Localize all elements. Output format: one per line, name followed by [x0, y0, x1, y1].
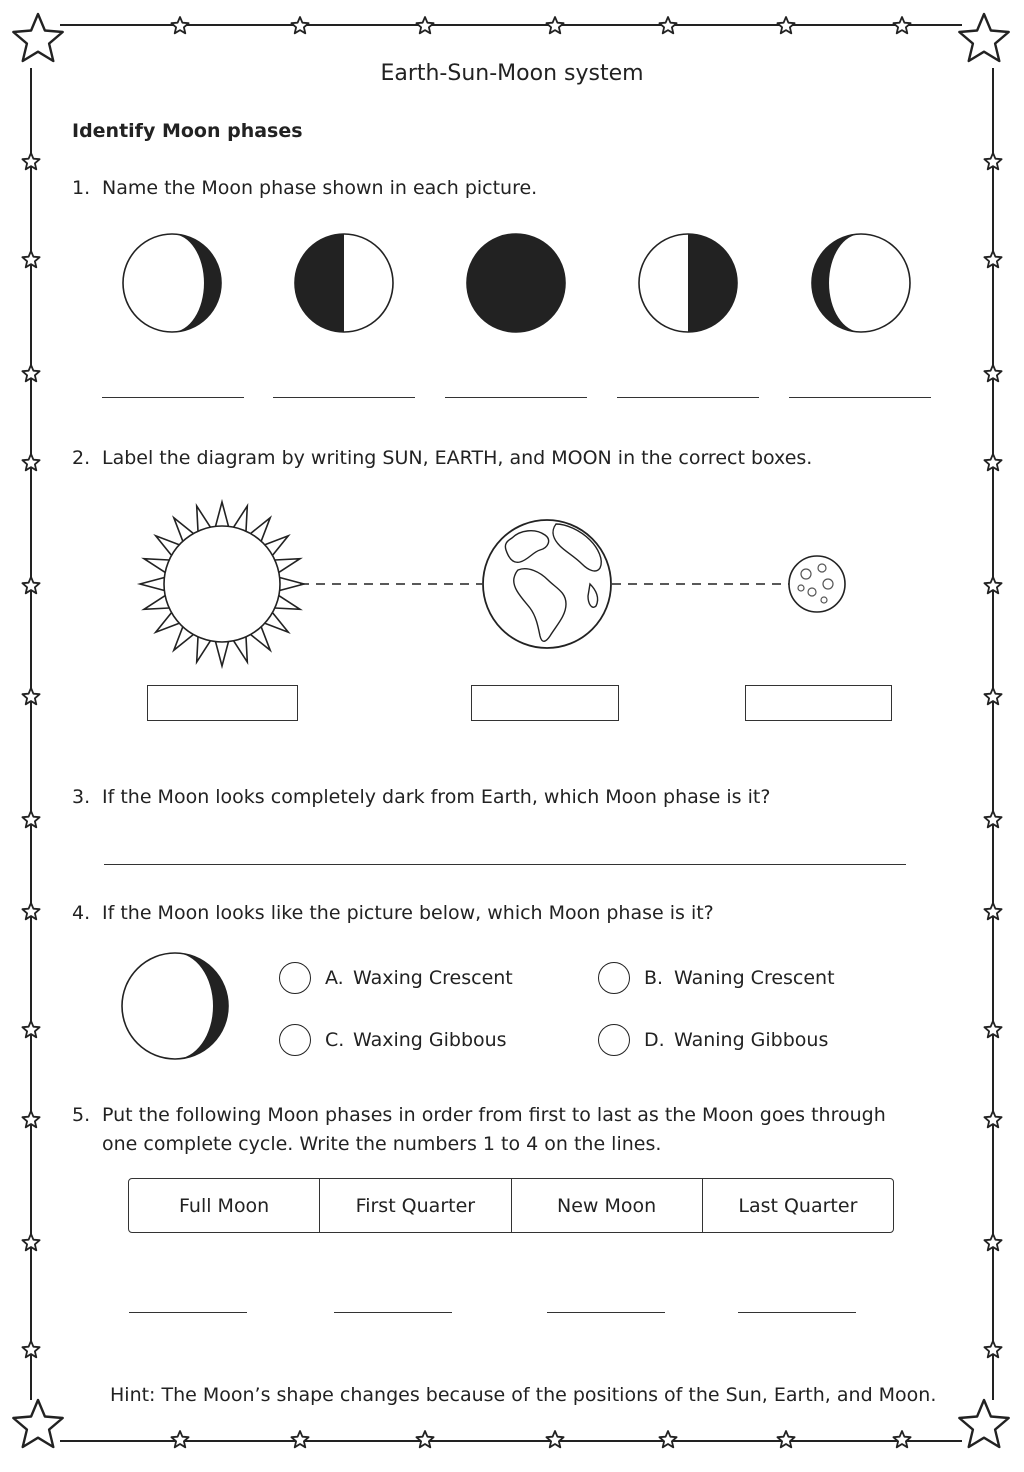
- q3-answer-line[interactable]: [104, 864, 906, 865]
- moon-phase-icon: [639, 234, 737, 332]
- moon-phase-order-table: [128, 1178, 894, 1233]
- star-icon: [22, 1111, 39, 1127]
- q3-number: 3.: [72, 786, 91, 808]
- earth-label-box[interactable]: [471, 685, 619, 721]
- star-icon: [893, 1431, 910, 1447]
- q5-number: 5.: [72, 1104, 91, 1126]
- q4-option-a[interactable]: [279, 962, 513, 994]
- q1-answer-line[interactable]: [445, 397, 587, 398]
- q1-answer-line[interactable]: [273, 397, 415, 398]
- phase-cell: First Quarter: [320, 1179, 511, 1232]
- q4-option-d[interactable]: [598, 1024, 828, 1056]
- moon-phase-icon: [812, 234, 910, 332]
- q5-answer-line[interactable]: [738, 1312, 856, 1313]
- moon-phase-icon: [123, 234, 221, 332]
- sun-icon: [140, 502, 304, 666]
- radio-circle-icon[interactable]: [279, 1024, 311, 1056]
- star-icon: [984, 811, 1001, 827]
- phase-cell: Last Quarter: [738, 1194, 858, 1217]
- section-heading: Identify Moon phases: [72, 120, 303, 142]
- star-icon: [171, 1431, 188, 1447]
- q4-number: 4.: [72, 902, 91, 924]
- q4-option-c[interactable]: [279, 1024, 507, 1056]
- star-icon: [22, 1021, 39, 1037]
- option-label: Waxing Crescent: [353, 967, 513, 989]
- q1-number: 1.: [72, 177, 91, 199]
- option-letter: A.: [325, 967, 344, 989]
- option-label: Waning Gibbous: [674, 1029, 829, 1051]
- option-letter: D.: [644, 1029, 665, 1051]
- star-icon: [659, 1431, 676, 1447]
- sun-label-box[interactable]: [147, 685, 298, 721]
- star-icon: [22, 454, 39, 470]
- q5-text-line2: one complete cycle. Write the numbers 1 to 4 on the lines.: [102, 1133, 662, 1155]
- star-icon: [959, 1400, 1008, 1447]
- q2-number: 2.: [72, 447, 91, 469]
- phase-cell: Full Moon: [129, 1179, 320, 1232]
- star-icon: [291, 1431, 308, 1447]
- star-icon: [984, 454, 1001, 470]
- q3-text: If the Moon looks completely dark from Earth, which Moon phase is it?: [102, 786, 771, 808]
- moon-label-box[interactable]: [745, 685, 892, 721]
- star-icon: [22, 688, 39, 704]
- star-icon: [13, 1400, 62, 1447]
- earth-icon: [483, 520, 611, 648]
- star-icon: [22, 903, 39, 919]
- q5-text-line1: Put the following Moon phases in order from first to last as the Moon goes through: [102, 1104, 886, 1126]
- q5-answer-line[interactable]: [547, 1312, 665, 1313]
- option-label: Waxing Gibbous: [353, 1029, 507, 1051]
- moon-phase-icon: [467, 234, 565, 332]
- q1-text: Name the Moon phase shown in each picture.: [102, 177, 538, 199]
- moon-icon: [789, 556, 845, 612]
- page-title: Earth-Sun-Moon system: [380, 61, 644, 86]
- star-icon: [22, 1234, 39, 1250]
- star-icon: [22, 811, 39, 827]
- q5-answer-line[interactable]: [129, 1312, 247, 1313]
- star-icon: [984, 1341, 1001, 1357]
- radio-circle-icon[interactable]: [598, 1024, 630, 1056]
- star-icon: [984, 1234, 1001, 1250]
- q2-text: Label the diagram by writing SUN, EARTH, and MOON in the correct boxes.: [102, 447, 813, 469]
- star-icon: [984, 688, 1001, 704]
- phase-cell: New Moon: [512, 1179, 703, 1232]
- option-letter: C.: [325, 1029, 345, 1051]
- q1-answer-line[interactable]: [789, 397, 931, 398]
- star-icon: [984, 903, 1001, 919]
- star-icon: [777, 1431, 794, 1447]
- option-letter: B.: [644, 967, 664, 989]
- q4-text: If the Moon looks like the picture below, which Moon phase is it?: [102, 902, 714, 924]
- star-icon: [546, 1431, 563, 1447]
- option-label: Waning Crescent: [674, 967, 835, 989]
- q4-option-b[interactable]: [598, 962, 835, 994]
- star-icon: [984, 1111, 1001, 1127]
- star-icon: [416, 1431, 433, 1447]
- moon-phase-icon: [118, 948, 238, 1064]
- hint-text: Hint: The Moon’s shape changes because of the positions of the Sun, Earth, and Moon.: [110, 1384, 937, 1406]
- moon-phase-row: [0, 0, 1024, 420]
- radio-circle-icon[interactable]: [598, 962, 630, 994]
- sun-earth-moon-diagram: [0, 480, 1024, 680]
- star-icon: [984, 1021, 1001, 1037]
- star-icon: [22, 1341, 39, 1357]
- q1-answer-line[interactable]: [102, 397, 244, 398]
- q5-answer-line[interactable]: [334, 1312, 452, 1313]
- radio-circle-icon[interactable]: [279, 962, 311, 994]
- q1-answer-line[interactable]: [617, 397, 759, 398]
- moon-phase-icon: [295, 234, 393, 332]
